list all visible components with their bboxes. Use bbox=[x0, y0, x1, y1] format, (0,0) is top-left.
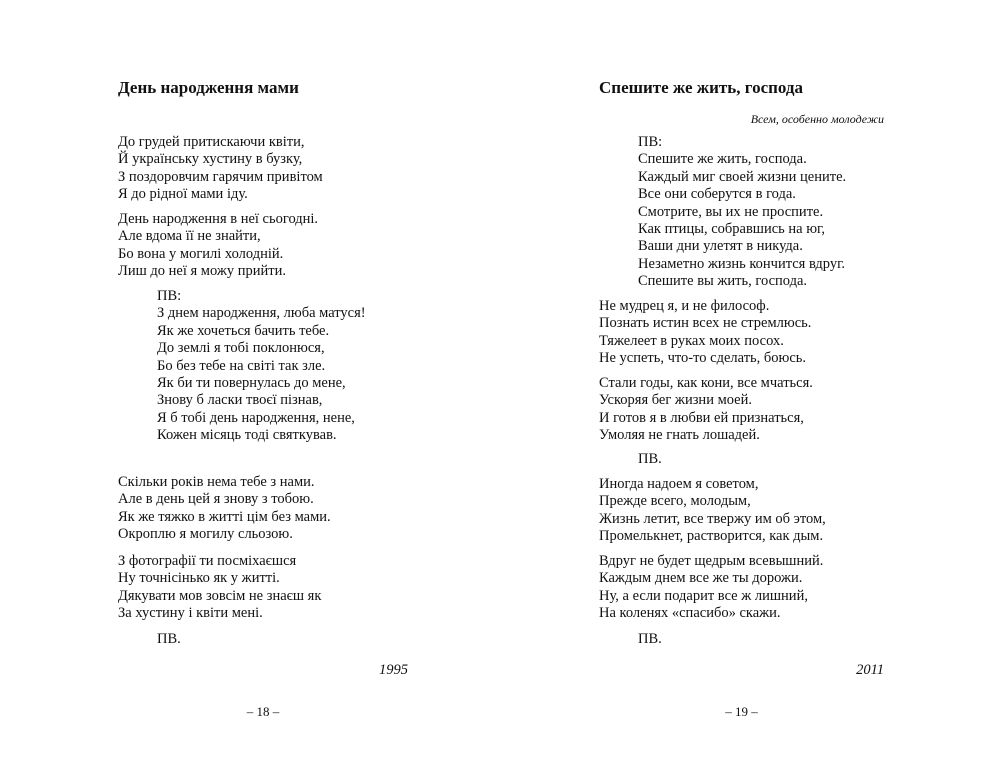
poem-line: Як же тяжко в житті цім без мами. bbox=[118, 508, 331, 525]
poem-line: Каждый миг своей жизни цените. bbox=[638, 168, 847, 185]
poem-line: Бо без тебе на світі так зле. bbox=[157, 357, 326, 374]
poem-line: Не мудрец я, и не философ. bbox=[599, 298, 770, 314]
poem-line: Ну точнісінько як у житті. bbox=[118, 570, 280, 587]
poem-line: Иногда надоем я советом, bbox=[599, 476, 759, 492]
poem-line: Вдруг не будет щедрым всевышний. bbox=[599, 553, 824, 569]
stanza bbox=[599, 553, 823, 623]
refrain-stanza bbox=[638, 134, 846, 291]
refrain-marker bbox=[638, 631, 662, 648]
poem-year: 2011 bbox=[856, 662, 884, 678]
poem-line: Спешите же жить, господа. bbox=[638, 151, 807, 168]
poem-title: Спешите же жить, господа bbox=[599, 78, 804, 97]
poem-line: ПВ. bbox=[157, 631, 181, 647]
poem-line: Познать истин всех не стремлюсь. bbox=[599, 315, 812, 332]
poem-line: День народження в неї сьогодні. bbox=[118, 211, 319, 227]
poem-line: Ну, а если подарит все ж лишний, bbox=[599, 587, 808, 604]
poem-line: Але вдома її не знайти, bbox=[118, 228, 261, 245]
poem-line: Окроплю я могилу сльозою. bbox=[118, 526, 293, 543]
poem-line: Тяжелеет в руках моих посох. bbox=[599, 332, 784, 349]
right-page bbox=[599, 0, 884, 784]
page-number: – 19 – bbox=[725, 704, 758, 719]
poem-line: З днем народження, люба матуся! bbox=[157, 305, 366, 322]
dedication: Всем, особенно молодежи bbox=[750, 112, 884, 126]
poem-line: ПВ: bbox=[157, 288, 182, 304]
left-page bbox=[118, 0, 408, 784]
poem-line: ПВ: bbox=[638, 134, 663, 150]
poem-line: Лиш до неї я можу прийти. bbox=[118, 263, 286, 280]
poem-line: Я б тобі день народження, нене, bbox=[157, 409, 355, 426]
poem-line: Ваши дни улетят в никуда. bbox=[638, 238, 803, 255]
stanza bbox=[599, 375, 813, 445]
poem-line: Ускоряя бег жизни моей. bbox=[599, 392, 753, 409]
poem-line: Дякувати мов зовсім не знаєш як bbox=[118, 587, 322, 604]
stanza bbox=[599, 298, 811, 368]
stanza bbox=[118, 553, 321, 623]
poem-line: До грудей притискаючи квіти, bbox=[118, 134, 305, 150]
stanza bbox=[118, 134, 323, 204]
poem-line: Жизнь летит, все твержу им об этом, bbox=[599, 510, 826, 527]
poem-line: Як же хочеться бачить тебе. bbox=[157, 322, 330, 339]
poem-line: До землі я тобі поклонюся, bbox=[157, 340, 325, 357]
poem-line: Смотрите, вы их не проспите. bbox=[638, 203, 824, 220]
poem-line: Не успеть, что-то сделать, боюсь. bbox=[599, 350, 807, 367]
poem-line: И готов я в любви ей признаться, bbox=[599, 409, 804, 426]
poem-line: Але в день цей я знову з тобою. bbox=[118, 491, 314, 508]
poem-line: Стали годы, как кони, все мчаться. bbox=[599, 375, 813, 391]
poem-line: З фотографії ти посміхаєшся bbox=[118, 553, 297, 569]
poem-line: Каждым днем все же ты дорожи. bbox=[599, 570, 803, 587]
poem-line: Я до рідної мами іду. bbox=[118, 186, 248, 203]
poem-line: Умоляя не гнать лошадей. bbox=[599, 427, 760, 444]
poem-title: День народження мами bbox=[118, 78, 299, 97]
poem-line: ПВ. bbox=[638, 631, 662, 647]
poem-line: Промелькнет, растворится, как дым. bbox=[599, 528, 824, 545]
poem-line: З поздоровчим гарячим привітом bbox=[118, 168, 323, 185]
poem-line: На коленях «спасибо» скажи. bbox=[599, 605, 781, 622]
refrain-stanza bbox=[157, 288, 366, 445]
stanza bbox=[118, 211, 318, 281]
poem-line: Все они соберутся в года. bbox=[638, 186, 796, 203]
poem-line: Спешите вы жить, господа. bbox=[638, 273, 808, 290]
poem-line: Как птицы, собравшись на юг, bbox=[638, 220, 825, 237]
poem-year: 1995 bbox=[379, 662, 408, 678]
stanza bbox=[118, 474, 331, 544]
page-number: – 18 – bbox=[246, 704, 280, 719]
poem-line: Кожен місяць тоді святкував. bbox=[157, 427, 337, 444]
stanza bbox=[599, 476, 826, 546]
poem-line: Незаметно жизнь кончится вдруг. bbox=[638, 255, 846, 272]
poem-line: Бо вона у могилі холодній. bbox=[118, 245, 284, 262]
poem-line: За хустину і квіти мені. bbox=[118, 605, 263, 622]
poem-line: Як би ти повернулась до мене, bbox=[157, 374, 346, 391]
poem-line: Скільки років нема тебе з нами. bbox=[118, 474, 315, 490]
poem-line: Й українську хустину в бузку, bbox=[118, 151, 303, 168]
refrain-marker bbox=[157, 631, 181, 648]
poem-line: Прежде всего, молодым, bbox=[599, 493, 751, 510]
poem-line: Знову б ласки твоєї пізнав, bbox=[157, 392, 323, 409]
poem-line: ПВ. bbox=[638, 451, 662, 467]
refrain-marker bbox=[638, 451, 662, 468]
